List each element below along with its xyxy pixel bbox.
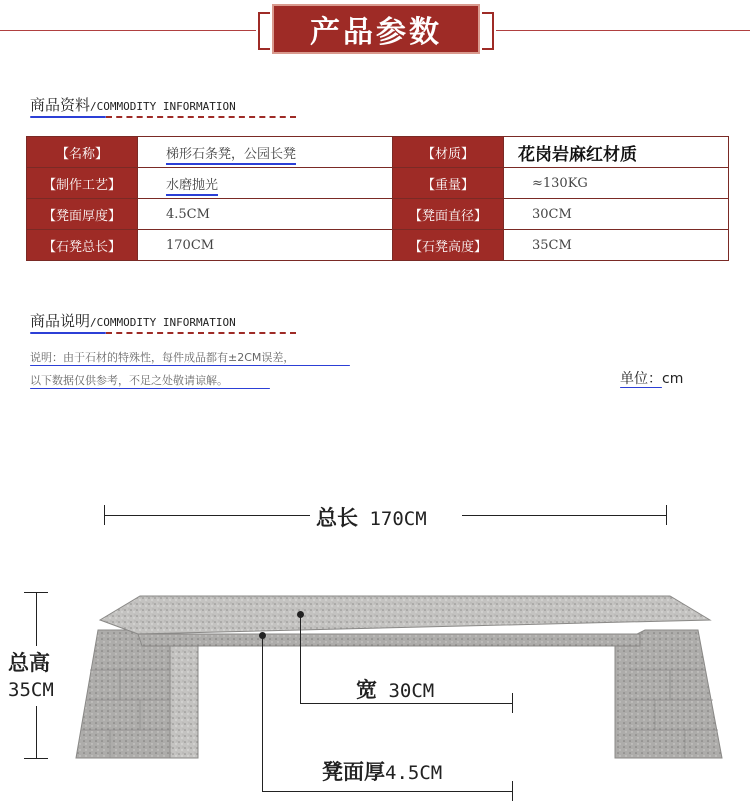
width-leader-end (512, 693, 513, 713)
table-row (27, 199, 729, 230)
section-divider (106, 116, 296, 118)
section-title-en: /COMMODITY INFORMATION (90, 316, 236, 329)
spec-value: 30CM (504, 199, 729, 230)
length-line-right (462, 515, 666, 516)
spec-value: 35CM (504, 230, 729, 261)
note-line: 说明：由于石材的特殊性，每件成品都有±2CM误差， (30, 351, 295, 364)
thickness-dimension: 凳面厚4.5CM (322, 760, 443, 784)
title-underline (30, 332, 106, 334)
bench-seat-front (138, 634, 640, 646)
height-dimension: 总高 35CM (8, 651, 54, 701)
thickness-leader-end (512, 781, 513, 801)
height-line-top (36, 592, 37, 646)
spec-label: 【名称】 (27, 137, 138, 168)
table-row (27, 230, 729, 261)
section-title-desc (30, 310, 236, 331)
section-title-info (30, 94, 236, 115)
spec-label: 【重量】 (393, 168, 504, 199)
section-title-cn: 商品说明 (30, 312, 91, 330)
header-banner (272, 4, 480, 54)
page-title: 产品参数 (310, 15, 442, 50)
header-line-left (0, 30, 256, 31)
note-underline (30, 388, 270, 389)
unit-underline (620, 387, 662, 388)
spec-value: 水磨抛光 (138, 168, 393, 199)
height-line-bottom (36, 706, 37, 758)
width-dimension: 宽 30CM (356, 678, 435, 702)
title-underline (30, 116, 106, 118)
spec-label: 【材质】 (393, 137, 504, 168)
spec-value: 花岗岩麻红材质 (504, 137, 729, 168)
thickness-leader-vertical (262, 636, 263, 791)
table-row (27, 168, 729, 199)
spec-value: ≈130KG (504, 168, 729, 199)
spec-value: 梯形石条凳，公园长凳 (138, 137, 393, 168)
spec-value: 170CM (138, 230, 393, 261)
width-leader-vertical (300, 615, 301, 703)
spec-label: 【凳面厚度】 (27, 199, 138, 230)
spec-label: 【石凳高度】 (393, 230, 504, 261)
bench-leg-left (76, 630, 170, 758)
section-title-en: /COMMODITY INFORMATION (90, 100, 236, 113)
unit-label: 单位：cm (620, 371, 684, 387)
length-tick-right (666, 505, 667, 525)
spec-value: 4.5CM (138, 199, 393, 230)
section-title-cn: 商品资料 (30, 96, 91, 114)
table-row (27, 137, 729, 168)
spec-label: 【石凳总长】 (27, 230, 138, 261)
section-divider (106, 332, 296, 334)
length-line-left (104, 515, 310, 516)
bench-seat-top (100, 596, 710, 634)
header-line-right (496, 30, 750, 31)
bench-leg-right (615, 630, 722, 758)
note-line: 以下数据仅供参考，不足之处敬请谅解。 (30, 374, 228, 387)
spec-table (26, 136, 729, 261)
length-dimension: 总长 170CM (316, 506, 427, 530)
spec-label: 【凳面直径】 (393, 199, 504, 230)
height-tick-bottom (24, 758, 48, 759)
thickness-leader-horizontal (262, 791, 512, 792)
spec-label: 【制作工艺】 (27, 168, 138, 199)
note-underline (30, 365, 350, 366)
